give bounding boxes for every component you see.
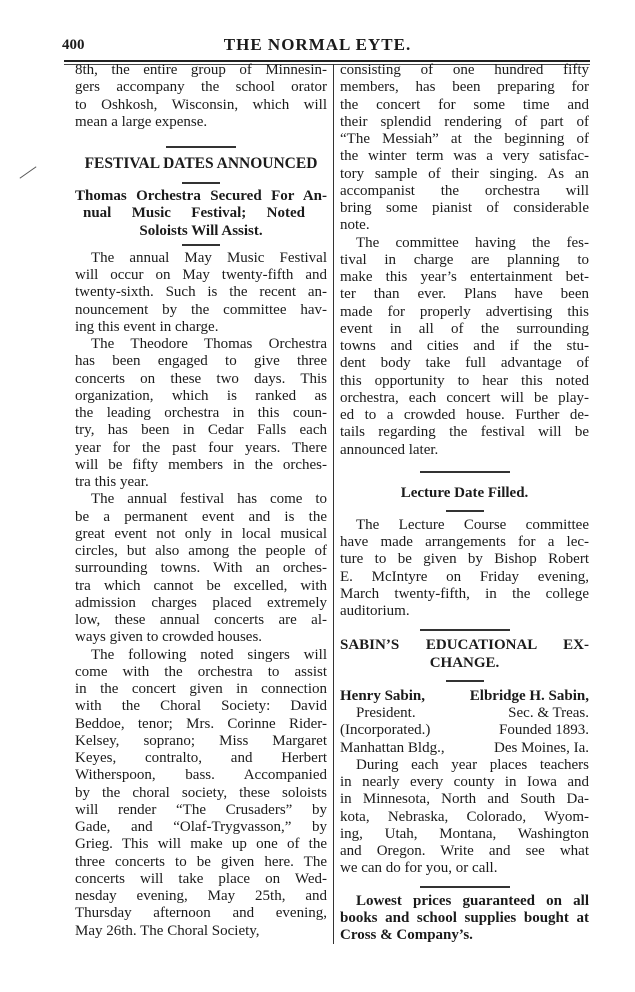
lecture-heading: Lecture Date Filled.: [400, 484, 529, 501]
text-line: May 26th. The Choral Society,: [75, 922, 260, 939]
text-line: The following noted singers will: [91, 646, 327, 663]
text-line: surrounding towns. With an orches-: [75, 560, 327, 577]
text-line: ter than ever. Plans have been: [340, 286, 589, 303]
subhead-line: Soloists Will Assist.: [139, 222, 263, 239]
text-line: E. McIntyre on Friday evening,: [340, 568, 589, 585]
text-line: tival in charge are planning to: [340, 251, 589, 268]
officer-right: Founded 1893.: [499, 722, 589, 739]
text-line: mean a large expense.: [75, 113, 208, 130]
text-line: with the Choral Society: David: [75, 698, 327, 715]
text-line: accompanist the orchestra will: [340, 182, 589, 199]
text-line: admission charges placed extremely: [75, 594, 327, 611]
text-line: concerts on these two days. This: [75, 370, 327, 387]
page-number: 400: [62, 37, 85, 53]
text-line: be a permanent event and is the: [75, 508, 327, 525]
text-line: auditorium.: [340, 603, 410, 619]
text-line: The committee having the fes-: [356, 234, 589, 251]
text-line: organization, which is ranked as: [75, 387, 327, 404]
text-line: The Lecture Course committee: [356, 516, 589, 533]
officer-left: Henry Sabin,: [340, 687, 426, 704]
officer-right: Des Moines, Ia.: [494, 739, 589, 756]
left-column: [75, 62, 327, 940]
sabin-body: [340, 757, 589, 878]
company-address: [340, 740, 589, 757]
text-line: Gade, and “Olaf-Trygvasson,” by: [75, 819, 327, 835]
text-line: Beddoe, tenor; Mrs. Corinne Rider-: [75, 715, 327, 732]
text-line: Kelsey, soprano; Miss Margaret: [75, 732, 327, 749]
text-line: consisting of one hundred fifty: [340, 62, 589, 78]
text-line: will be fifty members in the orches-: [75, 456, 327, 473]
text-line: has been engaged to give three: [75, 353, 327, 370]
officer-left: President.: [356, 705, 416, 721]
continued-text: [75, 62, 327, 131]
text-line: orchestra, each concert will be play-: [340, 389, 589, 406]
text-line: Lowest prices guaranteed on all: [356, 892, 589, 909]
text-line: tra this year.: [75, 474, 149, 490]
text-line: to Oshkosh, Wisconsin, which will: [75, 96, 327, 113]
text-line: nouncement by the committee hav-: [75, 301, 327, 318]
text-line: and Oregon. Write and see what: [340, 843, 589, 859]
text-line: The annual festival has come to: [91, 491, 327, 508]
article-subheadline: [75, 188, 327, 240]
divider-rule: [182, 182, 220, 184]
text-line: will occur on May twenty-fifth and: [75, 267, 327, 283]
text-line: towns and cities and if the stu-: [340, 338, 589, 354]
divider-rule: [182, 244, 220, 246]
text-line: ture to be given by Bishop Robert: [340, 551, 589, 568]
publication-title: THE NORMAL EYTE.: [223, 35, 412, 54]
right-column: [340, 62, 589, 944]
sabin-heading-line: SABIN’S EDUCATIONAL EX-: [340, 637, 589, 654]
text-line: the concert for some time and: [340, 96, 589, 113]
text-line: 8th, the entire group of Minnesin-: [75, 62, 327, 78]
text-line: twenty-sixth. Such is the recent an-: [75, 284, 327, 301]
text-line: “The Messiah” at the beginning of: [340, 131, 589, 147]
sabin-heading-line: CHANGE.: [429, 654, 500, 671]
officer-names: [340, 688, 589, 705]
text-line: During each year places teachers: [356, 756, 589, 773]
text-line: we can do for you, or call.: [340, 860, 498, 877]
text-line: make this year’s entertainment bet-: [340, 269, 589, 285]
text-line: gers accompany the school orator: [75, 79, 327, 96]
text-line: nesday evening, May 25th, and: [75, 888, 327, 904]
divider-rule: [420, 886, 510, 888]
text-line: tra which cannot be excelled, with: [75, 577, 327, 594]
text-line: year for the past four years. There: [75, 439, 327, 456]
text-line: concerts will take place on Wed-: [75, 870, 327, 887]
sabin-officers: [340, 688, 589, 757]
article-body-continued: [340, 62, 589, 459]
text-line: in nearly every county in Iowa and: [340, 774, 589, 790]
text-line: have made arrangements for a lec-: [340, 534, 589, 550]
text-line: ed to a crowded house. Further de-: [340, 407, 589, 423]
article-body: [75, 250, 327, 940]
text-line: tory sample of their singing. As an: [340, 165, 589, 182]
text-line: the leading orchestra in this coun-: [75, 405, 327, 421]
officer-right: Elbridge H. Sabin,: [469, 687, 589, 704]
text-line: event in all of the surrounding: [340, 320, 589, 337]
divider-rule: [420, 629, 510, 631]
scan-mark: [20, 166, 37, 178]
text-line: Thursday afternoon and evening,: [75, 905, 327, 922]
text-line: kota, Nebraska, Colorado, Wyom-: [340, 808, 589, 825]
column-divider: [333, 64, 334, 944]
text-line: try, has been in Cedar Falls each: [75, 422, 327, 439]
officer-right: Sec. & Treas.: [508, 705, 589, 721]
text-line: will render “The Crusaders” by: [75, 801, 327, 818]
text-line: ing this event in charge.: [75, 318, 219, 335]
text-line: Grieg. This will make up one of the: [75, 836, 327, 853]
text-line: The annual May Music Festival: [91, 249, 327, 266]
officer-left: (Incorporated.): [340, 722, 431, 739]
text-line: their splendid rendering of part of: [340, 113, 589, 130]
text-line: this opportunity to hear this noted: [340, 372, 589, 389]
text-line: The Theodore Thomas Orchestra: [91, 336, 327, 352]
text-line: March twenty-fifth, in the college: [340, 585, 589, 602]
text-line: Keyes, contralto, and Herbert: [75, 750, 327, 766]
subhead-line: nual Music Festival; Noted: [83, 205, 305, 222]
text-line: note.: [340, 217, 370, 234]
text-line: announced later.: [340, 441, 439, 458]
divider-rule: [166, 146, 236, 148]
text-line: Cross & Company’s.: [340, 927, 473, 943]
text-line: ways given to crowded houses.: [75, 629, 263, 646]
divider-rule: [446, 680, 484, 682]
sabin-heading: [340, 637, 589, 672]
text-line: circles, but also among the people of: [75, 543, 327, 559]
text-line: ing, Utah, Montana, Washington: [340, 825, 589, 842]
officer-left: Manhattan Bldg.,: [340, 739, 445, 756]
text-line: the winter term was a very satisfac-: [340, 148, 589, 165]
text-line: Witherspoon, bass. Accompanied: [75, 767, 327, 784]
article-headline: FESTIVAL DATES ANNOUNCED: [84, 155, 318, 172]
text-line: great event not only in local musical: [75, 525, 327, 542]
text-line: low, these annual concerts are al-: [75, 612, 327, 628]
divider-rule: [420, 471, 510, 473]
divider-rule: [446, 510, 484, 512]
text-line: three concerts to be given here. The: [75, 853, 327, 870]
advertisement: [340, 893, 589, 945]
officer-titles: [340, 705, 589, 722]
text-line: by the choral society, these soloists: [75, 784, 327, 801]
text-line: books and school supplies bought at: [340, 909, 589, 926]
subhead-line: Thomas Orchestra Secured For An-: [75, 188, 327, 204]
text-line: bring some pianist of considerable: [340, 200, 589, 216]
text-line: dent body take full advantage of: [340, 355, 589, 372]
lecture-body: [340, 517, 589, 621]
text-line: members, has been preparing for: [340, 79, 589, 96]
company-info: [340, 722, 589, 739]
text-line: come with the orchestra to assist: [75, 663, 327, 680]
text-line: made for properly advertising this: [340, 303, 589, 320]
text-line: in Minnesota, North and South Da-: [340, 791, 589, 808]
text-line: tails regarding the festival will be: [340, 424, 589, 441]
text-line: in the concert given in connection: [75, 681, 327, 697]
